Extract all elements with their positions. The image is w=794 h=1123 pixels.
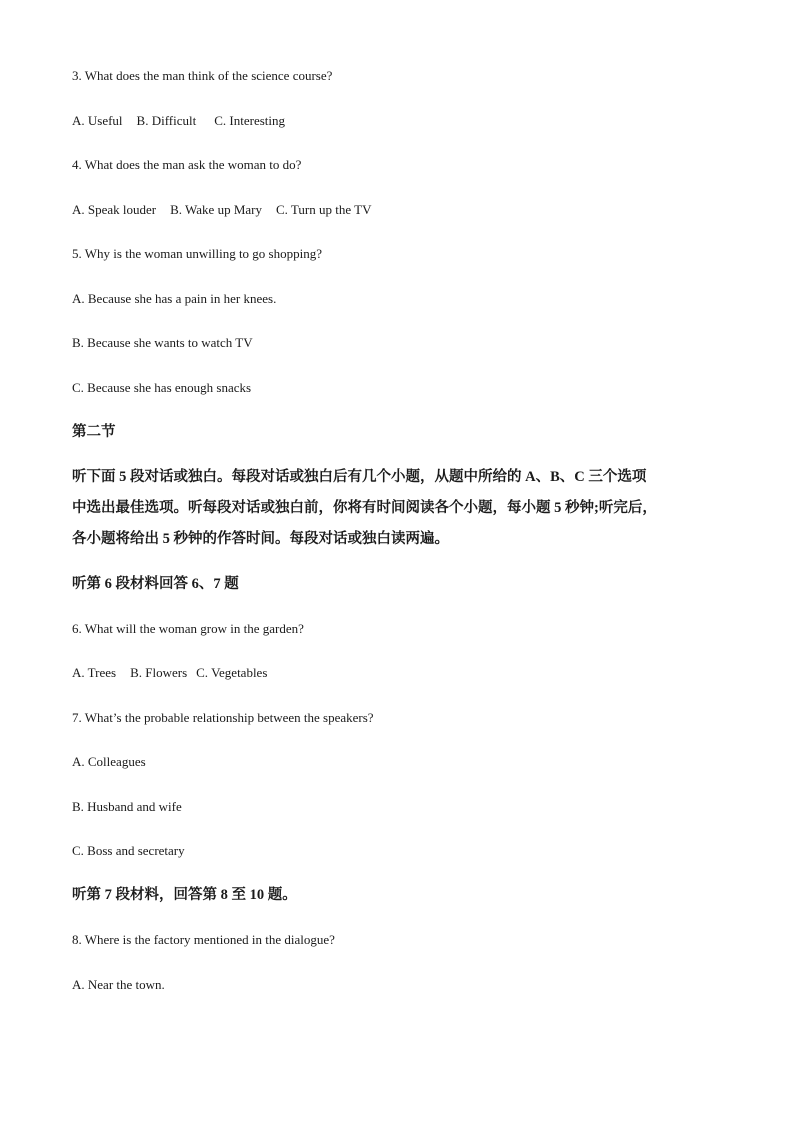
question-3-options [72,113,285,129]
question-7-option-c: C. Boss and secretary [72,843,185,858]
question-5: 5. Why is the woman unwilling to go shopping? [72,246,322,261]
question-4: 4. What does the man ask the woman to do? [72,157,302,172]
question-6-options [72,665,267,681]
question-5-option-b: B. Because she wants to watch TV [72,335,253,350]
material-7-heading: 听第 7 段材料，回答第 8 至 10 题。 [72,887,297,903]
option-c: C. Interesting [214,113,286,128]
option-b: B. Flowers [130,665,188,680]
question-7: 7. What’s the probable relationship between the speakers? [72,710,374,725]
option-a: A. Trees [72,665,117,680]
section-2-instructions-line-1: 听下面 5 段对话或独白。每段对话或独白后有几个小题，从题中所给的 A、B、C 三个选项 [72,469,647,485]
section-2-title: 第二节 [72,424,116,440]
question-5-option-a: A. Because she has a pain in her knees. [72,291,277,306]
option-a: A. Useful [72,113,123,128]
section-2-instructions-line-2: 中选出最佳选项。听每段对话或独白前，你将有时间阅读各个小题，每小题 5 秒钟;听完后， [72,500,657,516]
option-c: C. Turn up the TV [276,202,372,217]
question-7-option-b: B. Husband and wife [72,799,182,814]
question-6: 6. What will the woman grow in the garden? [72,621,304,636]
question-3: 3. What does the man think of the science course? [72,68,333,83]
question-8: 8. Where is the factory mentioned in the dialogue? [72,932,335,947]
material-6-heading: 听第 6 段材料回答 6、7 题 [72,576,239,592]
question-7-option-a: A. Colleagues [72,754,146,769]
option-b: B. Wake up Mary [170,202,262,217]
question-8-option-a: A. Near the town. [72,977,165,992]
option-c: C. Vegetables [196,665,268,680]
question-5-option-c: C. Because she has enough snacks [72,380,252,395]
section-2-instructions-line-3: 各小题将给出 5 秒钟的作答时间。每段对话或独白读两遍。 [72,531,449,547]
option-b: B. Difficult [136,113,197,128]
option-a: A. Speak louder [72,202,157,217]
question-4-options [72,202,371,218]
